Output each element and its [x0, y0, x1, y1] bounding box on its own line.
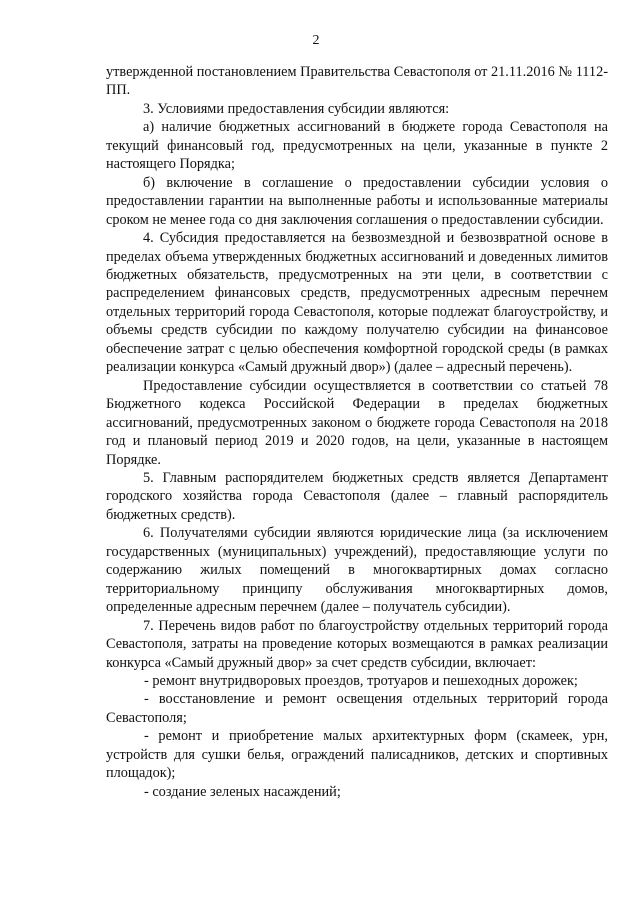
paragraph-clause-3-heading: 3. Условиями предоставления субсидии являются:: [143, 100, 450, 117]
paragraph-clause-3b: б) включение в соглашение о предоставлении субсидии условия о предоставлении гарантии на выполненные работы и использованные материалы сроком не менее года со дня заключения соглашения о предоставлении субсидии.: [106, 174, 608, 228]
list-item-lighting-repair: - восстановление и ремонт освещения отдельных территорий города Севастополя;: [106, 691, 608, 726]
list-item-driveways-repair: - ремонт внутридворовых проездов, тротуаров и пешеходных дорожек;: [144, 672, 578, 689]
paragraph-clause-4: 4. Субсидия предоставляется на безвозмездной и безвозвратной основе в пределах объема утвержденных бюджетных ассигнований и доведенных лимитов бюджетных обязательств, предусмотренных на эти цели, в соответствии с распределением финансовых средств, предусмотренных адресным перечнем отдельных территорий города Севастополя, которые подлежат благоустройству, и объемы средств субсидии по каждому получателю субсидии на финансовое обеспечение затрат с целью обеспечения комфортной городской среды (в рамках реализации конкурса «Самый дружный двор») (далее – адресный перечень).: [106, 230, 608, 376]
paragraph-clause-5: 5. Главным распорядителем бюджетных средств является Департамент городского хозяйства города Севастополя (далее – главный распорядитель бюджетных средств).: [106, 469, 608, 523]
list-item-green-plantings: - создание зеленых насаждений;: [144, 783, 341, 800]
paragraph-clause-6: 6. Получателями субсидии являются юридические лица (за исключением государственных (муниципальных) учреждений), предоставляющие услуги по содержанию жилых помещений в многоквартирных домах согласно территориальному принципу обслуживания многоквартирных домов, определенные адресным перечнем (далее – получатель субсидии).: [106, 525, 608, 616]
paragraph-clause-4-continued: Предоставление субсидии осуществляется в соответствии со статьей 78 Бюджетного кодекса Российской Федерации в пределах бюджетных ассигнований, предусмотренных законом о бюджете города Севастополя на 2018 год и плановый период 2019 и 2020 годов, на цели, указанные в настоящем Порядке.: [106, 377, 608, 468]
paragraph-clause-7: 7. Перечень видов работ по благоустройству отдельных территорий города Севастополя, затраты на проведение которых возмещаются в рамках реализации конкурса «Самый дружный двор» за счет средств субсидии, включает:: [106, 617, 608, 671]
paragraph-clause-3a: а) наличие бюджетных ассигнований в бюджете города Севастополя на текущий финансовый год, предусмотренных на цели, указанные в пункте 2 настоящего Порядка;: [106, 119, 608, 173]
page-number: 2: [312, 33, 320, 48]
document-body: [106, 63, 608, 801]
paragraph-resolution-reference: утвержденной постановлением Правительства Севастополя от 21.11.2016 № 1112-ПП.: [106, 64, 608, 99]
list-item-small-architectural-forms: - ремонт и приобретение малых архитектурных форм (скамеек, урн, устройств для сушки белья, ограждений палисадников, детских и спортивных площадок);: [106, 728, 608, 782]
